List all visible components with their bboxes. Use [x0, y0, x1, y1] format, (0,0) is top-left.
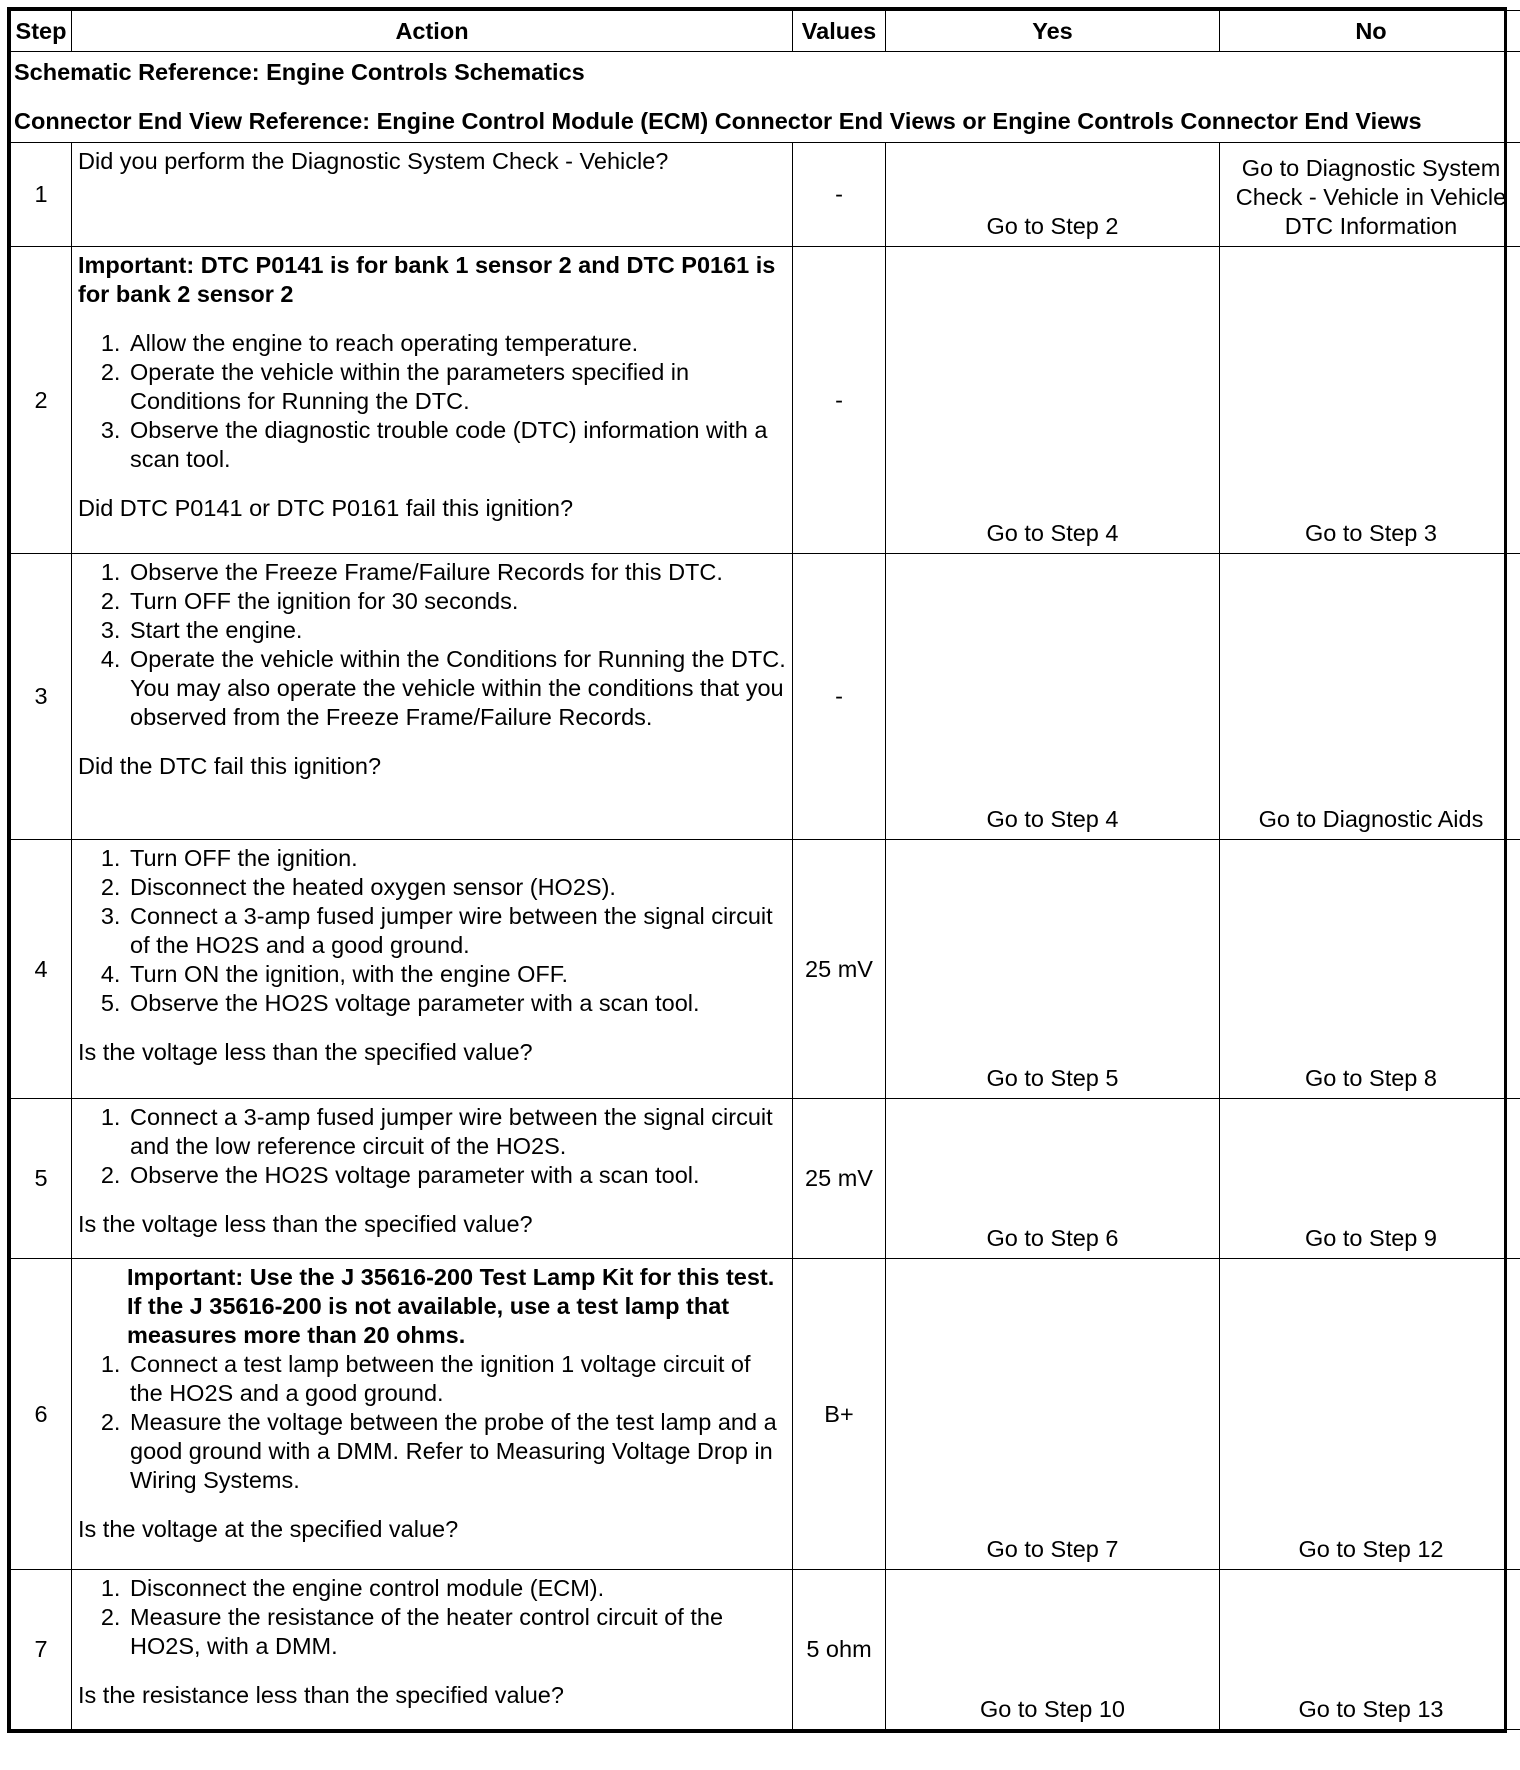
- action-question: Did you perform the Diagnostic System Check - Vehicle?: [78, 148, 669, 174]
- no-cell: Go to Diagnostic Aids: [1220, 554, 1520, 840]
- yes-cell: Go to Step 7: [886, 1259, 1220, 1570]
- value-cell: -: [793, 554, 886, 840]
- yes-cell: Go to Step 2: [886, 143, 1220, 247]
- action-steps-list: [78, 844, 786, 1018]
- yes-cell: Go to Step 4: [886, 554, 1220, 840]
- list-item: 2. Measure the voltage between the probe of the test lamp and a good ground with a DMM. Refer to Measuring Voltage Drop in Wiring Systems.: [127, 1408, 786, 1495]
- step-number: 4: [11, 840, 72, 1099]
- no-cell: Go to Step 13: [1220, 1570, 1520, 1730]
- yes-cell: Go to Step 4: [886, 247, 1220, 554]
- action-cell: [72, 143, 793, 247]
- important-note: Important: DTC P0141 is for bank 1 sensor 2 and DTC P0161 is for bank 2 sensor 2: [78, 252, 776, 307]
- list-item: 3. Observe the diagnostic trouble code (DTC) information with a scan tool.: [127, 416, 786, 474]
- value-cell: B+: [793, 1259, 886, 1570]
- value-cell: 25 mV: [793, 1099, 886, 1259]
- action-question: Is the voltage less than the specified value?: [78, 1039, 533, 1065]
- header-yes: Yes: [886, 11, 1220, 52]
- list-item: 2. Disconnect the heated oxygen sensor (HO2S).: [127, 873, 786, 902]
- list-item: 4. Turn ON the ignition, with the engine OFF.: [127, 960, 786, 989]
- no-cell: Go to Step 9: [1220, 1099, 1520, 1259]
- no-cell: Go to Step 12: [1220, 1259, 1520, 1570]
- list-item: 2. Operate the vehicle within the parameters specified in Conditions for Running the DTC.: [127, 358, 786, 416]
- action-steps-list: [78, 1574, 786, 1661]
- value-cell: 5 ohm: [793, 1570, 886, 1730]
- step-number: 7: [11, 1570, 72, 1730]
- step-number: 3: [11, 554, 72, 840]
- list-item: 3. Connect a 3-amp fused jumper wire between the signal circuit of the HO2S and a good ground.: [127, 902, 786, 960]
- list-item: 1. Turn OFF the ignition.: [127, 844, 786, 873]
- header-action: Action: [72, 11, 793, 52]
- step-number: 6: [11, 1259, 72, 1570]
- header-row: [11, 11, 1520, 52]
- no-cell: Go to Diagnostic System Check - Vehicle in Vehicle DTC Information: [1220, 143, 1520, 247]
- table-row: [11, 1099, 1520, 1259]
- connector-reference: Connector End View Reference: Engine Control Module (ECM) Connector End Views or Engine Controls Connector End Views: [14, 108, 1422, 134]
- list-item: 2. Turn OFF the ignition for 30 seconds.: [127, 587, 786, 616]
- yes-cell: Go to Step 6: [886, 1099, 1220, 1259]
- action-cell: [72, 247, 793, 554]
- action-question: Is the voltage at the specified value?: [78, 1516, 459, 1542]
- table-row: [11, 143, 1520, 247]
- yes-cell: Go to Step 10: [886, 1570, 1220, 1730]
- action-cell: [72, 1259, 793, 1570]
- list-item: 1. Connect a 3-amp fused jumper wire between the signal circuit and the low reference circuit of the HO2S.: [127, 1103, 786, 1161]
- header-step: Step: [11, 11, 72, 52]
- action-question: Did DTC P0141 or DTC P0161 fail this ignition?: [78, 495, 574, 521]
- list-item: 2. Observe the HO2S voltage parameter with a scan tool.: [127, 1161, 786, 1190]
- action-question: Did the DTC fail this ignition?: [78, 753, 382, 779]
- reference-row: [11, 52, 1520, 143]
- list-item: 3. Start the engine.: [127, 616, 786, 645]
- header-no: No: [1220, 11, 1520, 52]
- table-row: [11, 247, 1520, 554]
- no-cell: Go to Step 3: [1220, 247, 1520, 554]
- header-values: Values: [793, 11, 886, 52]
- important-note: Important: Use the J 35616-200 Test Lamp Kit for this test. If the J 35616-200 is not available, use a test lamp that measures more than 20 ohms.: [127, 1264, 775, 1348]
- diagnostic-table-container: [7, 7, 1507, 1733]
- table-row: [11, 1570, 1520, 1730]
- step-number: 2: [11, 247, 72, 554]
- list-item: 1. Connect a test lamp between the ignition 1 voltage circuit of the HO2S and a good ground.: [127, 1350, 786, 1408]
- action-cell: [72, 1570, 793, 1730]
- value-cell: -: [793, 247, 886, 554]
- no-cell: Go to Step 8: [1220, 840, 1520, 1099]
- action-steps-list: [78, 1350, 786, 1495]
- action-steps-list: [78, 1103, 786, 1190]
- action-steps-list: [78, 329, 786, 474]
- value-cell: 25 mV: [793, 840, 886, 1099]
- value-cell: -: [793, 143, 886, 247]
- action-cell: [72, 554, 793, 840]
- table-row: [11, 1259, 1520, 1570]
- list-item: 2. Measure the resistance of the heater control circuit of the HO2S, with a DMM.: [127, 1603, 786, 1661]
- list-item: 4. Operate the vehicle within the Conditions for Running the DTC. You may also operate the vehicle within the conditions that you observed from the Freeze Frame/Failure Records.: [127, 645, 786, 732]
- list-item: 1. Allow the engine to reach operating temperature.: [127, 329, 786, 358]
- yes-cell: Go to Step 5: [886, 840, 1220, 1099]
- action-cell: [72, 1099, 793, 1259]
- action-steps-list: [78, 558, 786, 732]
- action-cell: [72, 840, 793, 1099]
- step-number: 1: [11, 143, 72, 247]
- action-question: Is the voltage less than the specified value?: [78, 1211, 533, 1237]
- reference-cell: [11, 52, 1520, 143]
- table-row: [11, 554, 1520, 840]
- schematic-reference: Schematic Reference: Engine Controls Schematics: [14, 59, 585, 85]
- list-item: 1. Observe the Freeze Frame/Failure Records for this DTC.: [127, 558, 786, 587]
- table-row: [11, 840, 1520, 1099]
- list-item: 1. Disconnect the engine control module (ECM).: [127, 1574, 786, 1603]
- list-item: 5. Observe the HO2S voltage parameter with a scan tool.: [127, 989, 786, 1018]
- action-question: Is the resistance less than the specified value?: [78, 1682, 564, 1708]
- step-number: 5: [11, 1099, 72, 1259]
- diagnostic-table: [10, 10, 1520, 1730]
